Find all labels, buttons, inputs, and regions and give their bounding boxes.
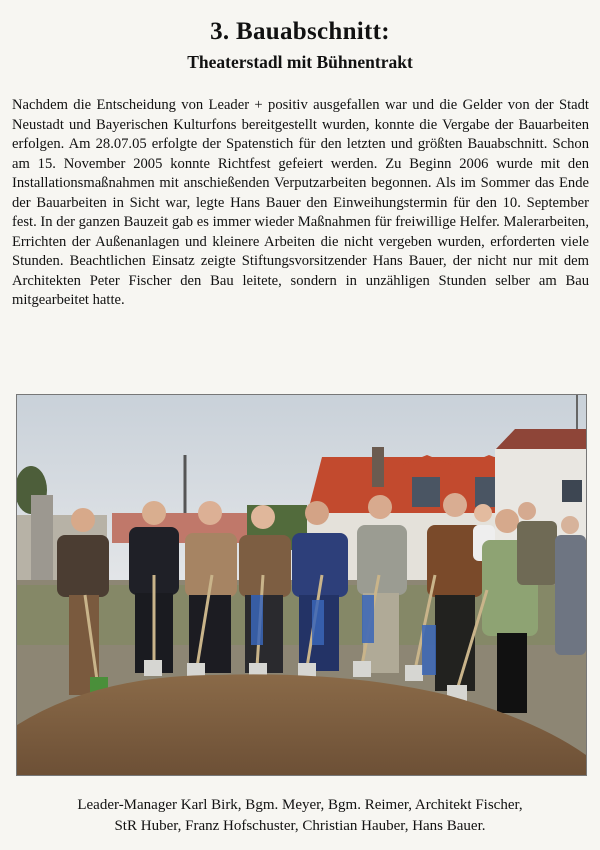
groundbreaking-photo bbox=[16, 394, 587, 776]
page-title: 3. Bauabschnitt: bbox=[210, 18, 390, 45]
caption-line-1: Leader-Manager Karl Birk, Bgm. Meyer, Bgm. Reimer, Architekt Fischer, bbox=[77, 797, 523, 813]
body-paragraph: Nachdem die Entscheidung von Leader + positiv ausgefallen war und die Gelder von der Stadt Neustadt und Bayerischen Kulturfons bereitgestellt wurden, konnte die Vergabe der Bauarbeiten erfolgen. Am 28.07.05 erfolgte der Spatenstich für den letzten und größten Bauabschnitt. Schon am 15. November 2005 konnte Richtfest gefeiert werden. Zu Beginn 2006 wurde mit den Installationsmaßnahmen mit anschießenden Verputzarbeiten begonnen. Als im Sommer das Ende der Bauarbeiten in Sicht war, legte Hans Bauer den Einweihungstermin für den 10. September fest. In der ganzen Bauzeit gab es immer wieder Maßnahmen für freiwillige Helfer. Malerarbeiten, Errichten der Außenanlagen und kleinere Arbeiten die nicht vergeben wurden, erforderten viele Stunden. Beachtlichen Einsatz zeigte Stiftungsvorsitzender Hans Bauer, der nicht nur mit dem Architekten Peter Fischer den Bau leitete, sondern in unzähligen Stunden selber am Bau mitgearbeitet hatte. bbox=[12, 97, 589, 308]
page-subtitle: Theaterstadl mit Bühnentrakt bbox=[187, 52, 413, 72]
caption-line-2: StR Huber, Franz Hofschuster, Christian Hauber, Hans Bauer. bbox=[114, 818, 486, 834]
photo-caption bbox=[0, 795, 600, 837]
